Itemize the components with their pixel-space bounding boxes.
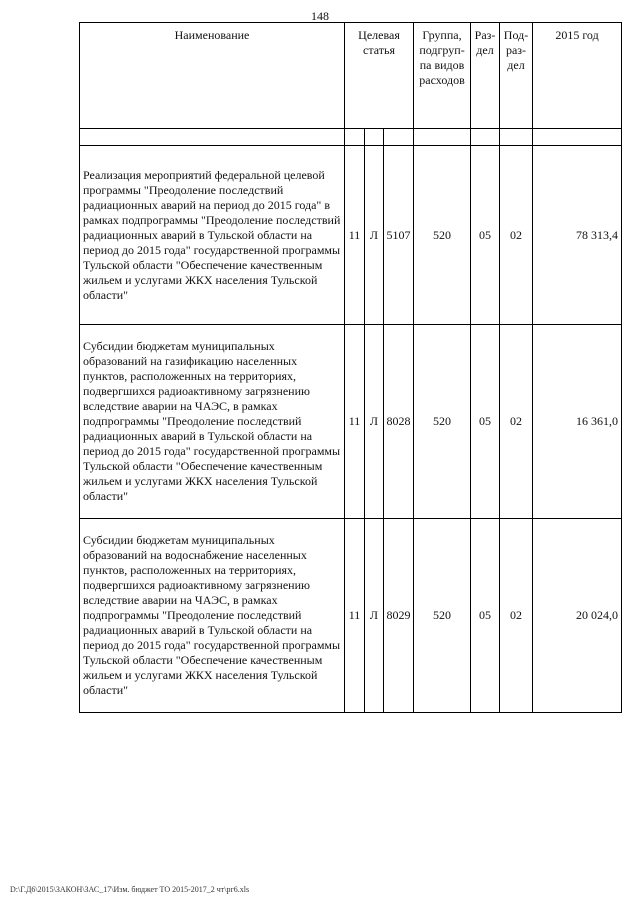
row-section: 05 bbox=[471, 325, 500, 519]
header-target-article: Целевая статья bbox=[345, 23, 414, 129]
table-row bbox=[80, 146, 622, 325]
row-article-part-a: 11 bbox=[345, 325, 365, 519]
spacer-cell bbox=[345, 129, 365, 146]
row-article-part-c: 8029 bbox=[384, 519, 414, 713]
spacer-cell bbox=[533, 129, 622, 146]
row-article-part-b: Л bbox=[365, 519, 384, 713]
spacer-cell bbox=[471, 129, 500, 146]
row-article-part-b: Л bbox=[365, 325, 384, 519]
row-section: 05 bbox=[471, 519, 500, 713]
header-year: 2015 год bbox=[533, 23, 622, 129]
table-row bbox=[80, 519, 622, 713]
row-article-part-a: 11 bbox=[345, 519, 365, 713]
header-group: Группа, подгруп-па видов расходов bbox=[414, 23, 471, 129]
table-spacer-row bbox=[80, 129, 622, 146]
row-article-part-c: 5107 bbox=[384, 146, 414, 325]
row-amount: 16 361,0 bbox=[533, 325, 622, 519]
row-amount: 20 024,0 bbox=[533, 519, 622, 713]
row-section: 05 bbox=[471, 146, 500, 325]
row-subsection: 02 bbox=[500, 519, 533, 713]
header-name: Наименование bbox=[80, 23, 345, 129]
page-number: 148 bbox=[311, 9, 329, 23]
header-subsection: Под-раз-дел bbox=[500, 23, 533, 129]
spacer-cell bbox=[80, 129, 345, 146]
row-name: Субсидии бюджетам муниципальных образований на газификацию населенных пунктов, расположенных на территориях, подвергшихся радиоактивному загрязнению вследствие аварии на ЧАЭС, в рамках подпрограммы "Преодоление последствий радиационных аварий в Тульской области на период до 2015 года" государственной программы Тульской области "Обеспечение качественным жильем и услугами ЖКХ населения Тульской области" bbox=[80, 325, 345, 519]
footer-file-path: D:\Г.Д6\2015\ЗАКОН\ЗАС_17\Изм. бюджет ТО 2015-2017_2 чт\рг6.xls bbox=[10, 885, 250, 894]
spacer-cell bbox=[500, 129, 533, 146]
table-header-row bbox=[80, 23, 622, 129]
row-group: 520 bbox=[414, 146, 471, 325]
spacer-cell bbox=[384, 129, 414, 146]
row-group: 520 bbox=[414, 325, 471, 519]
row-article-part-b: Л bbox=[365, 146, 384, 325]
row-subsection: 02 bbox=[500, 146, 533, 325]
row-article-part-c: 8028 bbox=[384, 325, 414, 519]
table-row bbox=[80, 325, 622, 519]
row-amount: 78 313,4 bbox=[533, 146, 622, 325]
row-article-part-a: 11 bbox=[345, 146, 365, 325]
spacer-cell bbox=[414, 129, 471, 146]
row-name: Реализация мероприятий федеральной целевой программы "Преодоление последствий радиационных аварий на период до 2015 года" в рамках подпрограммы "Преодоление последствий радиационных аварий в Тульской области на период до 2015 года" государственной программы Тульской области "Обеспечение качественным жильем и услугами ЖКХ населения Тульской области" bbox=[80, 146, 345, 325]
header-section: Раз-дел bbox=[471, 23, 500, 129]
row-name: Субсидии бюджетам муниципальных образований на водоснабжение населенных пунктов, расположенных на территориях, подвергшихся радиоактивному загрязнению вследствие аварии на ЧАЭС, в рамках подпрограммы "Преодоление последствий радиационных аварий в Тульской области на период до 2015 года" государственной программы Тульской области "Обеспечение качественным жильем и услугами ЖКХ населения Тульской области" bbox=[80, 519, 345, 713]
budget-table bbox=[79, 22, 622, 713]
row-subsection: 02 bbox=[500, 325, 533, 519]
row-group: 520 bbox=[414, 519, 471, 713]
spacer-cell bbox=[365, 129, 384, 146]
